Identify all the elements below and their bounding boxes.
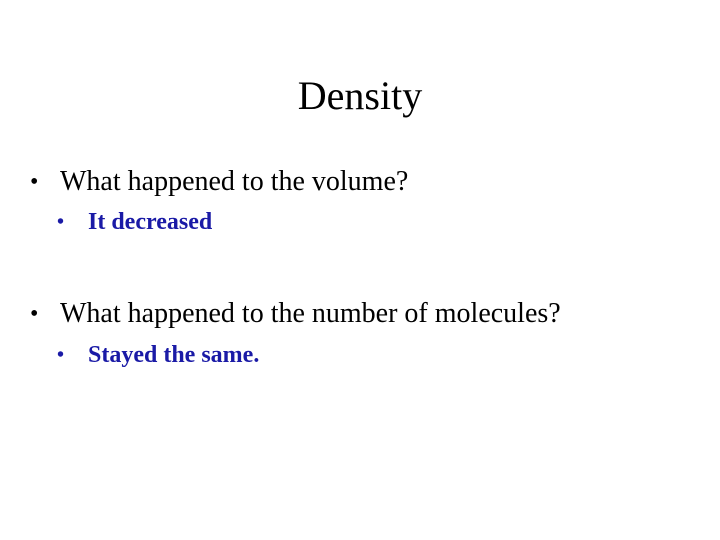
bullet-icon: •: [57, 344, 65, 366]
slide-title: Density: [297, 73, 423, 118]
question-text: What happened to the volume?: [60, 166, 409, 197]
bullet-icon: •: [57, 211, 65, 233]
answer-text: It decreased: [88, 209, 213, 235]
bullet-icon: •: [30, 169, 39, 195]
question-text: What happened to the number of molecules?: [60, 298, 561, 329]
bullet-icon: •: [30, 301, 39, 327]
answer-text: Stayed the same.: [88, 342, 260, 368]
